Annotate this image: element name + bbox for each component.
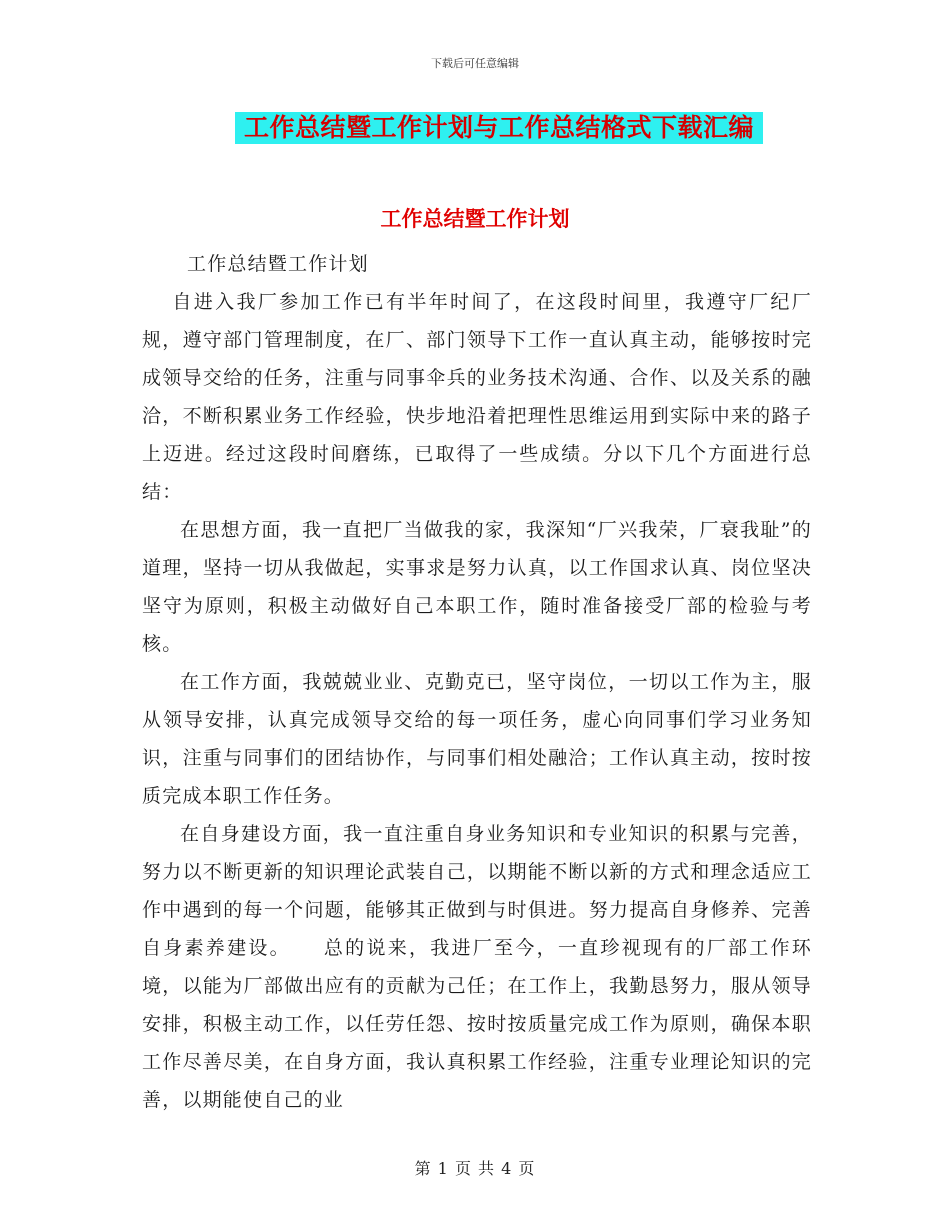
paragraph-thought: 在思想方面，我一直把厂当做我的家，我深知“厂兴我荣，厂衰我耻”的道理，坚持一切从我做起，实事求是努力认真，以工作国求认真、岗位坚决坚守为原则，积极主动做好自己本职工作，随时准备接受厂部的检验与考核。 <box>142 519 812 655</box>
section-title: 工作总结暨工作计划 <box>380 206 570 231</box>
paragraph-intro: 自进入我厂参加工作已有半年时间了，在这段时间里，我遵守厂纪厂规，遵守部门管理制度，在厂、部门领导下工作一直认真主动，能够按时完成领导交给的任务，注重与同事伞兵的业务技术沟通、合作、以及关系的融洽，不断积累业务工作经验，快步地沿着把理性思维运用到实际中来的路子上迈进。经过这段时间磨练，已取得了一些成绩。分以下几个方面进行总结： <box>142 291 812 503</box>
page-footer: 第 1 页 共 4 页 <box>414 1159 536 1178</box>
paragraph-self-development: 在自身建设方面，我一直注重自身业务知识和专业知识的积累与完善，努力以不断更新的知识理论武装自己，以期能不断以新的方式和理念适应工作中遇到的每一个问题，能够其正做到与时俱进。努力提高自身修养、完善自身素养建设。 总的说来，我进厂至今，一直珍视现有的厂部工作环境，以能为厂部做出应有的贡献为己任；在工作上，我勤恳努力，服从领导安排，积极主动工作，以任劳任怨、按时按质量完成工作为原则，确保本职工作尽善尽美，在自身方面，我认真积累工作经验，注重专业理论知识的完善，以期能使自己的业 <box>142 823 812 1111</box>
header-note: 下载后可任意编辑 <box>431 57 519 70</box>
document-body <box>142 245 812 1119</box>
paragraph-work: 在工作方面，我兢兢业业、克勤克已，坚守岗位，一切以工作为主，服从领导安排，认真完成领导交给的每一项任务，虚心向同事们学习业务知识，注重与同事们的团结协作，与同事们相处融洽；工作认真主动，按时按质完成本职工作任务。 <box>142 671 812 807</box>
document-main-title: 工作总结暨工作计划与工作总结格式下载汇编 <box>235 112 763 144</box>
subtitle-line: 工作总结暨工作计划 <box>187 253 369 275</box>
